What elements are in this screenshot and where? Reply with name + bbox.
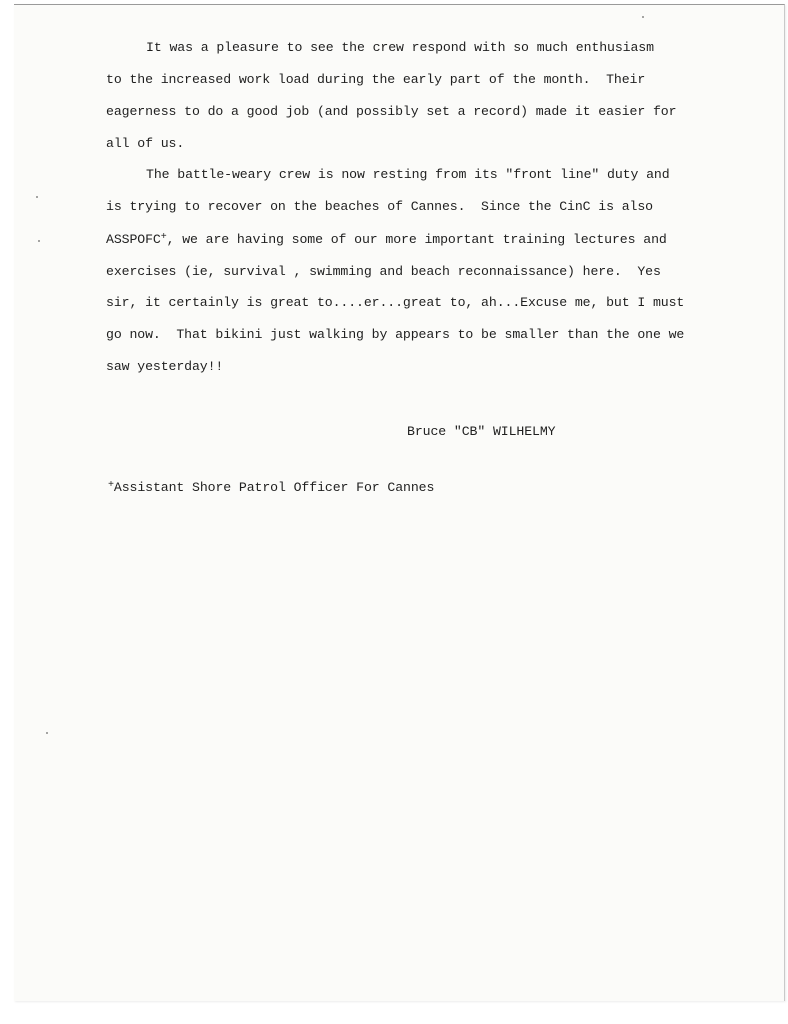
paragraph-2-line-3-rest: , we are having some of our more important training lectures and bbox=[166, 232, 667, 247]
letter-body bbox=[0, 0, 685, 495]
paper-speck bbox=[38, 240, 40, 242]
paragraph-2-line-7: saw yesterday!! bbox=[106, 359, 224, 374]
paragraph-2-line-3 bbox=[106, 232, 667, 247]
paper-speck bbox=[36, 196, 38, 198]
asspofc-abbreviation: ASSPOFC bbox=[106, 232, 161, 247]
paragraph-2-line-5: sir, it certainly is great to....er...great to, ah...Excuse me, but I must bbox=[106, 295, 685, 310]
typed-page bbox=[14, 4, 785, 1001]
signature: Bruce "CB" WILHELMY bbox=[407, 424, 556, 439]
paragraph-1-line-2: to the increased work load during the early part of the month. Their bbox=[106, 72, 646, 87]
paragraph-1-line-4: all of us. bbox=[106, 136, 185, 151]
paragraph-2-line-2: is trying to recover on the beaches of Cannes. Since the CinC is also bbox=[106, 199, 653, 214]
footnote-marker: + bbox=[160, 232, 167, 243]
paper-speck bbox=[642, 16, 644, 18]
footnote-text: Assistant Shore Patrol Officer For Cannes bbox=[113, 480, 435, 495]
paragraph-2-line-4: exercises (ie, survival , swimming and beach reconnaissance) here. Yes bbox=[106, 264, 661, 279]
footnote bbox=[108, 480, 434, 495]
paper-speck bbox=[46, 732, 48, 734]
paragraph-2-line-1: The battle-weary crew is now resting from its "front line" duty and bbox=[146, 167, 670, 182]
paragraph-2-line-6: go now. That bikini just walking by appears to be smaller than the one we bbox=[106, 327, 685, 342]
paragraph-1-line-3: eagerness to do a good job (and possibly set a record) made it easier for bbox=[106, 104, 677, 119]
footnote-marker: + bbox=[108, 480, 114, 491]
paragraph-1-line-1: It was a pleasure to see the crew respond with so much enthusiasm bbox=[146, 40, 654, 55]
